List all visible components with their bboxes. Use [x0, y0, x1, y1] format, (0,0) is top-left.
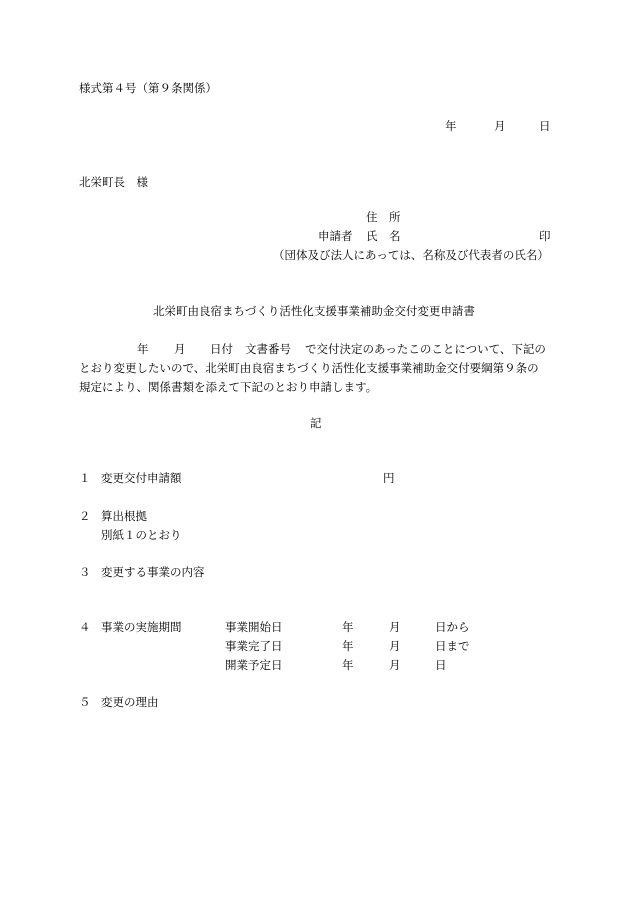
period-row-label: 事業完了日: [225, 639, 283, 653]
item5-label: 変更の理由: [101, 695, 159, 709]
item3-number: ３: [79, 565, 91, 579]
period-row-year: 年: [342, 620, 354, 634]
period-row-day: 日まで: [435, 639, 470, 653]
item1-number: １: [79, 471, 91, 485]
body-line1-text: で交付決定のあったこのことについて、下記の: [305, 342, 546, 356]
addressee: 北栄町長 様: [79, 175, 148, 189]
body-day-suffix: 日付: [210, 342, 233, 356]
item2-number: ２: [79, 509, 91, 523]
item2-sub: 別紙１のとおり: [101, 528, 182, 542]
period-row-label: 事業開始日: [225, 620, 283, 634]
period-row-month: 月: [389, 620, 401, 634]
period-row-year: 年: [342, 639, 354, 653]
period-row-day: 日: [435, 658, 447, 672]
item1-unit: 円: [383, 471, 395, 485]
address-label: 住 所: [366, 210, 401, 224]
body-line3: 規定により、関係書類を添えて下記のとおり申請します。: [79, 380, 378, 394]
body-doc-number: 文書番号: [245, 342, 291, 356]
item2-label: 算出根拠: [101, 509, 147, 523]
date-month: 月: [494, 119, 506, 133]
date-day: 日: [539, 119, 551, 133]
period-row-label: 開業予定日: [225, 658, 283, 672]
body-month: 月: [174, 342, 186, 356]
period-row-year: 年: [342, 658, 354, 672]
period-row-month: 月: [389, 639, 401, 653]
ki-heading: 記: [310, 416, 322, 430]
body-line2: とおり変更したいので、北栄町由良宿まちづくり活性化支援事業補助金交付要綱第９条の: [79, 361, 539, 375]
item4-number: ４: [79, 620, 91, 634]
form-number: 様式第４号（第９条関係）: [79, 81, 217, 95]
name-label: 氏 名: [366, 229, 401, 243]
body-year: 年: [137, 342, 149, 356]
item3-label: 変更する事業の内容: [101, 565, 205, 579]
applicant-note: （団体及び法人にあっては、名称及び代表者の氏名）: [273, 248, 549, 262]
seal-mark: 印: [539, 229, 551, 243]
item4-label: 事業の実施期間: [101, 620, 182, 634]
document-title: 北栄町由良宿まちづくり活性化支援事業補助金交付変更申請書: [153, 304, 475, 318]
period-row-month: 月: [389, 658, 401, 672]
period-row-day: 日から: [435, 620, 470, 634]
date-year: 年: [445, 119, 457, 133]
applicant-role-label: 申請者: [318, 229, 353, 243]
item1-label: 変更交付申請額: [101, 471, 182, 485]
item5-number: ５: [79, 695, 91, 709]
